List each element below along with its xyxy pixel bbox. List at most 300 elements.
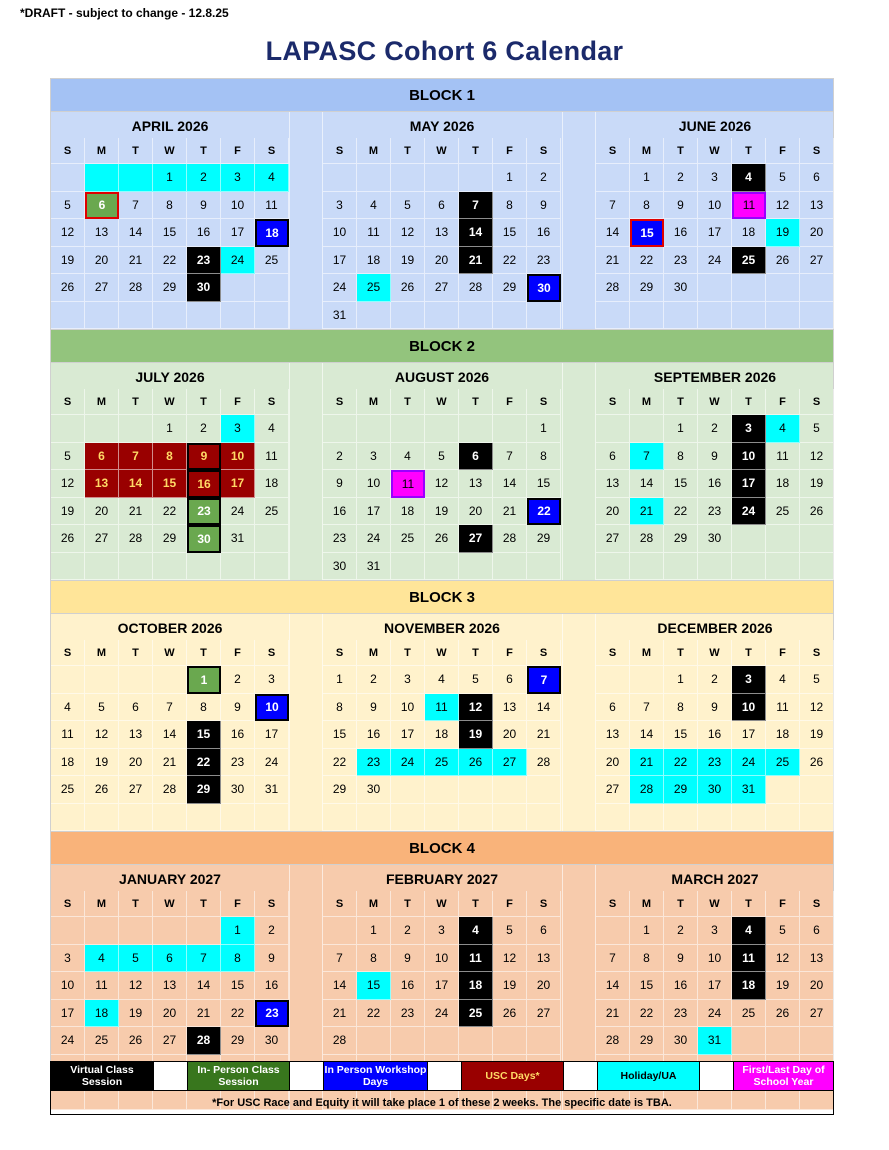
day-cell: 29 bbox=[630, 1027, 664, 1055]
day-cell: 16 bbox=[391, 972, 425, 1000]
month-title: JANUARY 2027 bbox=[119, 871, 221, 887]
empty-cell bbox=[119, 553, 153, 581]
day-cell: 20 bbox=[493, 721, 527, 749]
day-cell: 1 bbox=[664, 666, 698, 694]
day-cell: 4 bbox=[766, 415, 800, 443]
day-cell: 6 bbox=[527, 917, 561, 945]
empty-cell bbox=[153, 302, 187, 330]
empty-cell bbox=[596, 302, 630, 330]
day-cell: 4 bbox=[255, 415, 289, 443]
month-grid bbox=[323, 389, 561, 580]
day-cell: 8 bbox=[357, 945, 391, 973]
day-cell: 30 bbox=[357, 776, 391, 804]
weekday-label: W bbox=[425, 138, 459, 164]
day-cell: 7 bbox=[459, 192, 493, 220]
empty-cell bbox=[153, 917, 187, 945]
day-cell: 18 bbox=[459, 972, 493, 1000]
day-cell: 28 bbox=[459, 274, 493, 302]
empty-cell bbox=[51, 666, 85, 694]
day-cell: 9 bbox=[187, 192, 221, 220]
day-cell: 13 bbox=[425, 219, 459, 247]
empty-cell bbox=[119, 415, 153, 443]
day-cell: 17 bbox=[391, 721, 425, 749]
day-cell: 23 bbox=[357, 749, 391, 777]
day-cell: 15 bbox=[493, 219, 527, 247]
day-cell: 1 bbox=[630, 164, 664, 192]
day-cell: 7 bbox=[630, 694, 664, 722]
day-cell: 31 bbox=[255, 776, 289, 804]
day-cell: 20 bbox=[119, 749, 153, 777]
block-header: BLOCK 3 bbox=[50, 580, 834, 614]
day-cell: 27 bbox=[493, 749, 527, 777]
day-cell: 29 bbox=[153, 274, 187, 302]
weekday-label: F bbox=[493, 891, 527, 917]
day-cell: 30 bbox=[527, 274, 561, 302]
empty-cell bbox=[766, 1027, 800, 1055]
empty-cell bbox=[459, 302, 493, 330]
day-cell: 17 bbox=[698, 219, 732, 247]
day-cell: 4 bbox=[85, 945, 119, 973]
day-cell: 20 bbox=[459, 498, 493, 526]
block-header: BLOCK 4 bbox=[50, 831, 834, 865]
day-cell: 28 bbox=[630, 776, 664, 804]
day-cell: 2 bbox=[391, 917, 425, 945]
day-cell: 8 bbox=[153, 192, 187, 220]
empty-cell bbox=[766, 804, 800, 832]
day-cell: 8 bbox=[630, 192, 664, 220]
day-cell: 24 bbox=[698, 1000, 732, 1028]
day-cell: 26 bbox=[85, 776, 119, 804]
day-cell: 29 bbox=[221, 1027, 255, 1055]
month-gap bbox=[562, 112, 596, 329]
day-cell: 3 bbox=[698, 917, 732, 945]
day-cell: 27 bbox=[596, 776, 630, 804]
empty-cell bbox=[630, 415, 664, 443]
day-cell: 25 bbox=[766, 498, 800, 526]
day-cell: 9 bbox=[664, 192, 698, 220]
day-cell: 25 bbox=[255, 247, 289, 275]
day-cell: 3 bbox=[698, 164, 732, 192]
month-grid bbox=[51, 389, 289, 580]
empty-cell bbox=[527, 1027, 561, 1055]
weekday-label: S bbox=[255, 138, 289, 164]
day-cell: 24 bbox=[221, 247, 255, 275]
weekday-label: W bbox=[698, 640, 732, 666]
weekday-label: T bbox=[459, 640, 493, 666]
empty-cell bbox=[493, 1027, 527, 1055]
empty-cell bbox=[664, 553, 698, 581]
weekday-label: S bbox=[800, 891, 834, 917]
day-cell: 15 bbox=[357, 972, 391, 1000]
day-cell: 3 bbox=[323, 192, 357, 220]
day-cell: 22 bbox=[630, 247, 664, 275]
empty-cell bbox=[698, 804, 732, 832]
day-cell: 13 bbox=[596, 470, 630, 498]
day-cell: 7 bbox=[119, 192, 153, 220]
day-cell: 19 bbox=[119, 1000, 153, 1028]
day-cell: 20 bbox=[800, 972, 834, 1000]
weekday-label: T bbox=[459, 138, 493, 164]
day-cell: 19 bbox=[800, 470, 834, 498]
day-cell: 24 bbox=[51, 1027, 85, 1055]
day-cell: 26 bbox=[391, 274, 425, 302]
weekday-label: S bbox=[255, 640, 289, 666]
day-cell: 25 bbox=[357, 274, 391, 302]
weekday-label: T bbox=[664, 640, 698, 666]
day-cell: 21 bbox=[630, 749, 664, 777]
day-cell: 17 bbox=[255, 721, 289, 749]
day-cell: 14 bbox=[596, 219, 630, 247]
day-cell: 30 bbox=[664, 274, 698, 302]
empty-cell bbox=[221, 804, 255, 832]
day-cell: 11 bbox=[766, 694, 800, 722]
day-cell: 18 bbox=[255, 219, 289, 247]
day-cell: 18 bbox=[255, 470, 289, 498]
day-cell: 13 bbox=[459, 470, 493, 498]
weekday-label: F bbox=[493, 138, 527, 164]
day-cell: 8 bbox=[323, 694, 357, 722]
day-cell: 13 bbox=[85, 470, 119, 498]
day-cell: 16 bbox=[357, 721, 391, 749]
empty-cell bbox=[732, 553, 766, 581]
day-cell: 20 bbox=[596, 498, 630, 526]
day-cell: 6 bbox=[493, 666, 527, 694]
weekday-label: F bbox=[221, 891, 255, 917]
day-cell: 28 bbox=[493, 525, 527, 553]
weekday-label: M bbox=[85, 640, 119, 666]
day-cell: 23 bbox=[187, 247, 221, 275]
empty-cell bbox=[51, 164, 85, 192]
day-cell: 8 bbox=[527, 443, 561, 471]
day-cell: 5 bbox=[425, 443, 459, 471]
day-cell: 5 bbox=[51, 443, 85, 471]
day-cell: 10 bbox=[255, 694, 289, 722]
day-cell: 6 bbox=[425, 192, 459, 220]
weekday-label: W bbox=[153, 138, 187, 164]
day-cell: 21 bbox=[596, 1000, 630, 1028]
day-cell: 8 bbox=[664, 443, 698, 471]
empty-cell bbox=[391, 804, 425, 832]
day-cell: 8 bbox=[493, 192, 527, 220]
day-cell: 4 bbox=[732, 164, 766, 192]
day-cell: 15 bbox=[153, 219, 187, 247]
weekday-label: W bbox=[153, 640, 187, 666]
weekday-label: W bbox=[425, 640, 459, 666]
weekday-label: T bbox=[391, 138, 425, 164]
empty-cell bbox=[766, 553, 800, 581]
weekday-label: W bbox=[698, 891, 732, 917]
day-cell: 5 bbox=[800, 415, 834, 443]
day-cell: 24 bbox=[323, 274, 357, 302]
day-cell: 9 bbox=[187, 443, 221, 471]
day-cell: 11 bbox=[391, 470, 425, 498]
day-cell: 11 bbox=[425, 694, 459, 722]
weekday-label: T bbox=[187, 891, 221, 917]
empty-cell bbox=[221, 553, 255, 581]
empty-cell bbox=[51, 917, 85, 945]
empty-cell bbox=[493, 776, 527, 804]
empty-cell bbox=[425, 302, 459, 330]
weekday-label: S bbox=[323, 138, 357, 164]
weekday-label: M bbox=[630, 640, 664, 666]
day-cell: 27 bbox=[800, 1000, 834, 1028]
empty-cell bbox=[119, 302, 153, 330]
day-cell: 18 bbox=[766, 470, 800, 498]
day-cell: 5 bbox=[766, 164, 800, 192]
weekday-label: S bbox=[800, 640, 834, 666]
day-cell: 6 bbox=[800, 164, 834, 192]
month-gap bbox=[289, 363, 323, 580]
day-cell: 27 bbox=[153, 1027, 187, 1055]
day-cell: 8 bbox=[664, 694, 698, 722]
day-cell: 7 bbox=[153, 694, 187, 722]
weekday-label: W bbox=[698, 389, 732, 415]
day-cell: 6 bbox=[459, 443, 493, 471]
empty-cell bbox=[153, 804, 187, 832]
day-cell: 22 bbox=[221, 1000, 255, 1028]
day-cell: 28 bbox=[119, 525, 153, 553]
day-cell: 19 bbox=[51, 498, 85, 526]
day-cell: 24 bbox=[391, 749, 425, 777]
empty-cell bbox=[119, 917, 153, 945]
weekday-label: T bbox=[664, 138, 698, 164]
empty-cell bbox=[527, 776, 561, 804]
day-cell: 28 bbox=[119, 274, 153, 302]
empty-cell bbox=[357, 415, 391, 443]
weekday-label: T bbox=[119, 138, 153, 164]
day-cell: 28 bbox=[187, 1027, 221, 1055]
empty-cell bbox=[800, 776, 834, 804]
day-cell: 12 bbox=[425, 470, 459, 498]
empty-cell bbox=[459, 164, 493, 192]
day-cell: 6 bbox=[85, 192, 119, 220]
empty-cell bbox=[255, 274, 289, 302]
month bbox=[596, 363, 834, 580]
weekday-label: T bbox=[732, 640, 766, 666]
day-cell: 13 bbox=[153, 972, 187, 1000]
day-cell: 24 bbox=[357, 525, 391, 553]
weekday-label: S bbox=[323, 640, 357, 666]
day-cell: 19 bbox=[766, 219, 800, 247]
weekday-label: S bbox=[596, 891, 630, 917]
day-cell: 30 bbox=[323, 553, 357, 581]
empty-cell bbox=[596, 917, 630, 945]
empty-cell bbox=[187, 804, 221, 832]
empty-cell bbox=[459, 553, 493, 581]
day-cell: 16 bbox=[255, 972, 289, 1000]
day-cell: 12 bbox=[85, 721, 119, 749]
day-cell: 3 bbox=[221, 415, 255, 443]
day-cell: 10 bbox=[51, 972, 85, 1000]
day-cell: 7 bbox=[630, 443, 664, 471]
day-cell: 10 bbox=[221, 192, 255, 220]
empty-cell bbox=[800, 274, 834, 302]
empty-cell bbox=[391, 553, 425, 581]
day-cell: 9 bbox=[323, 470, 357, 498]
day-cell: 15 bbox=[153, 470, 187, 498]
day-cell: 19 bbox=[425, 498, 459, 526]
day-cell: 24 bbox=[221, 498, 255, 526]
empty-cell bbox=[357, 1027, 391, 1055]
block-body bbox=[50, 363, 834, 580]
legend-item: Virtual Class Session bbox=[51, 1062, 154, 1090]
weekday-label: M bbox=[357, 891, 391, 917]
day-cell: 26 bbox=[425, 525, 459, 553]
empty-cell bbox=[425, 776, 459, 804]
day-cell: 24 bbox=[425, 1000, 459, 1028]
weekday-label: S bbox=[527, 138, 561, 164]
day-cell: 3 bbox=[732, 415, 766, 443]
block-header: BLOCK 2 bbox=[50, 329, 834, 363]
empty-cell bbox=[596, 553, 630, 581]
day-cell: 10 bbox=[698, 192, 732, 220]
day-cell: 17 bbox=[221, 219, 255, 247]
empty-cell bbox=[800, 553, 834, 581]
day-cell: 4 bbox=[391, 443, 425, 471]
day-cell: 8 bbox=[187, 694, 221, 722]
day-cell: 25 bbox=[391, 525, 425, 553]
month bbox=[596, 614, 834, 831]
day-cell: 28 bbox=[596, 274, 630, 302]
weekday-label: T bbox=[391, 389, 425, 415]
day-cell: 31 bbox=[323, 302, 357, 330]
day-cell: 22 bbox=[664, 749, 698, 777]
empty-cell bbox=[766, 776, 800, 804]
day-cell: 2 bbox=[187, 415, 221, 443]
empty-cell bbox=[119, 804, 153, 832]
weekday-label: S bbox=[51, 891, 85, 917]
day-cell: 12 bbox=[766, 192, 800, 220]
day-cell: 9 bbox=[255, 945, 289, 973]
day-cell: 18 bbox=[51, 749, 85, 777]
day-cell: 20 bbox=[596, 749, 630, 777]
weekday-label: S bbox=[527, 640, 561, 666]
day-cell: 9 bbox=[698, 694, 732, 722]
day-cell: 10 bbox=[357, 470, 391, 498]
day-cell: 6 bbox=[596, 443, 630, 471]
day-cell: 12 bbox=[391, 219, 425, 247]
day-cell: 23 bbox=[391, 1000, 425, 1028]
day-cell: 17 bbox=[221, 470, 255, 498]
day-cell: 25 bbox=[85, 1027, 119, 1055]
day-cell: 29 bbox=[493, 274, 527, 302]
empty-cell bbox=[459, 415, 493, 443]
day-cell: 4 bbox=[766, 666, 800, 694]
day-cell: 28 bbox=[527, 749, 561, 777]
day-cell: 14 bbox=[153, 721, 187, 749]
month-grid bbox=[51, 640, 289, 831]
day-cell: 18 bbox=[732, 219, 766, 247]
day-cell: 11 bbox=[85, 972, 119, 1000]
weekday-label: W bbox=[425, 891, 459, 917]
day-cell: 1 bbox=[153, 164, 187, 192]
weekday-label: T bbox=[732, 389, 766, 415]
weekday-label: F bbox=[493, 640, 527, 666]
day-cell: 6 bbox=[153, 945, 187, 973]
empty-cell bbox=[153, 666, 187, 694]
day-cell: 1 bbox=[630, 917, 664, 945]
day-cell: 16 bbox=[698, 721, 732, 749]
day-cell: 10 bbox=[323, 219, 357, 247]
day-cell: 16 bbox=[221, 721, 255, 749]
legend-spacer bbox=[290, 1062, 324, 1090]
empty-cell bbox=[425, 164, 459, 192]
day-cell: 26 bbox=[493, 1000, 527, 1028]
empty-cell bbox=[766, 302, 800, 330]
empty-cell bbox=[596, 164, 630, 192]
day-cell: 2 bbox=[187, 164, 221, 192]
day-cell: 15 bbox=[187, 721, 221, 749]
weekday-label: T bbox=[664, 891, 698, 917]
weekday-label: S bbox=[527, 891, 561, 917]
empty-cell bbox=[698, 553, 732, 581]
day-cell: 28 bbox=[630, 525, 664, 553]
day-cell: 22 bbox=[664, 498, 698, 526]
empty-cell bbox=[800, 525, 834, 553]
day-cell: 14 bbox=[630, 470, 664, 498]
day-cell: 30 bbox=[664, 1027, 698, 1055]
day-cell: 23 bbox=[698, 498, 732, 526]
empty-cell bbox=[255, 302, 289, 330]
day-cell: 23 bbox=[664, 247, 698, 275]
weekday-label: T bbox=[187, 138, 221, 164]
weekday-label: S bbox=[800, 389, 834, 415]
footnote: *For USC Race and Equity it will take place 1 of these 2 weeks. The specific date is TBA. bbox=[50, 1091, 834, 1115]
weekday-label: F bbox=[221, 138, 255, 164]
empty-cell bbox=[391, 302, 425, 330]
empty-cell bbox=[800, 804, 834, 832]
month bbox=[323, 363, 561, 580]
day-cell: 1 bbox=[664, 415, 698, 443]
empty-cell bbox=[732, 804, 766, 832]
weekday-label: F bbox=[766, 138, 800, 164]
day-cell: 23 bbox=[664, 1000, 698, 1028]
empty-cell bbox=[732, 274, 766, 302]
day-cell: 31 bbox=[357, 553, 391, 581]
day-cell: 17 bbox=[732, 721, 766, 749]
weekday-label: M bbox=[630, 138, 664, 164]
empty-cell bbox=[425, 804, 459, 832]
day-cell: 10 bbox=[732, 694, 766, 722]
day-cell: 29 bbox=[323, 776, 357, 804]
day-cell: 17 bbox=[51, 1000, 85, 1028]
empty-cell bbox=[664, 302, 698, 330]
day-cell: 3 bbox=[51, 945, 85, 973]
day-cell: 20 bbox=[527, 972, 561, 1000]
day-cell: 22 bbox=[323, 749, 357, 777]
weekday-label: S bbox=[51, 389, 85, 415]
day-cell: 28 bbox=[596, 1027, 630, 1055]
day-cell: 5 bbox=[51, 192, 85, 220]
day-cell: 26 bbox=[766, 1000, 800, 1028]
day-cell: 16 bbox=[527, 219, 561, 247]
weekday-label: F bbox=[221, 389, 255, 415]
empty-cell bbox=[596, 804, 630, 832]
day-cell: 5 bbox=[459, 666, 493, 694]
day-cell: 25 bbox=[766, 749, 800, 777]
day-cell: 31 bbox=[221, 525, 255, 553]
draft-note: *DRAFT - subject to change - 12.8.25 bbox=[20, 6, 229, 20]
empty-cell bbox=[459, 1027, 493, 1055]
empty-cell bbox=[732, 1027, 766, 1055]
weekday-label: M bbox=[85, 389, 119, 415]
day-cell: 5 bbox=[800, 666, 834, 694]
weekday-label: T bbox=[119, 891, 153, 917]
day-cell: 12 bbox=[800, 443, 834, 471]
empty-cell bbox=[698, 274, 732, 302]
weekday-label: S bbox=[596, 640, 630, 666]
empty-cell bbox=[493, 553, 527, 581]
